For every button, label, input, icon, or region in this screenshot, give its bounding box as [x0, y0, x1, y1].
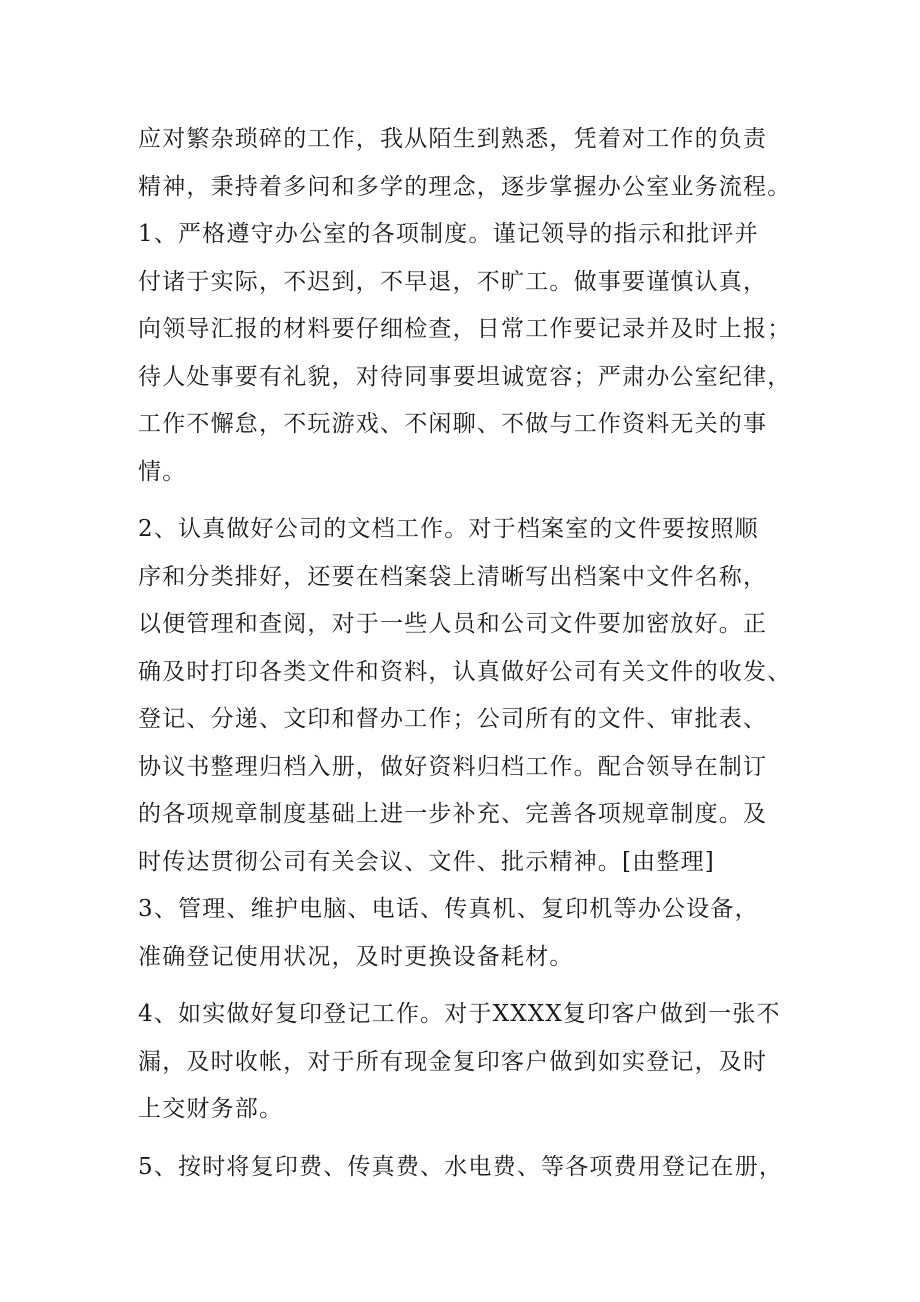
text-line: 3、管理、维护电脑、电话、传真机、复印机等办公设备， — [138, 896, 759, 922]
document-body — [138, 116, 794, 1191]
text-line: 准确登记使用状况，及时更换设备耗材。 — [138, 943, 574, 970]
text-line: 时传达贯彻公司有关会议、文件、批示精神。[由整理] — [138, 848, 715, 875]
paragraph-gap — [138, 1134, 794, 1144]
text-line: 协议书整理归档入册，做好资料归档工作。配合领导在制订 — [138, 753, 768, 780]
text-line: 漏，及时收帐，对于所有现金复印客户做到如实登记，及时 — [138, 1048, 768, 1075]
paragraph-gap — [138, 496, 794, 506]
text-line: 2、认真做好公司的文档工作。对于档案室的文件要按照顺 — [138, 516, 759, 542]
text-line: 精神，秉持着多问和多学的理念，逐步掌握办公室业务流程。 — [138, 173, 792, 200]
text-line: 5、按时将复印费、传真费、水电费、等各项费用登记在册， — [138, 1153, 784, 1180]
text-line: 登记、分递、文印和督办工作；公司所有的文件、审批表、 — [138, 706, 768, 732]
text-line: 向领导汇报的材料要仔细检查，日常工作要记录并及时上报； — [138, 316, 792, 342]
text-line: 序和分类排好，还要在档案袋上清晰写出档案中文件名称， — [138, 563, 768, 590]
text-line: 上交财务部。 — [138, 1096, 284, 1122]
text-line: 的各项规章制度基础上进一步补充、完善各项规章制度。及 — [138, 801, 768, 827]
text-line: 付诸于实际，不迟到，不早退，不旷工。做事要谨慎认真， — [138, 268, 768, 295]
text-line: 确及时打印各类文件和资料，认真做好公司有关文件的收发、 — [138, 658, 792, 685]
text-line: 4、如实做好复印登记工作。对于XXXX复印客户做到一张不 — [138, 1001, 781, 1027]
text-line: 情。 — [138, 458, 187, 485]
text-line: 工作不懈怠，不玩游戏、不闲聊、不做与工作资料无关的事 — [138, 411, 768, 437]
text-line: 以便管理和查阅，对于一些人员和公司文件要加密放好。正 — [138, 611, 768, 637]
text-line: 待人处事要有礼貌，对待同事要坦诚宽容；严肃办公室纪律， — [138, 363, 792, 390]
paragraph-gap — [138, 981, 794, 991]
text-line: 应对繁杂琐碎的工作，我从陌生到熟悉，凭着对工作的负责 — [138, 126, 768, 152]
text-line: 1、严格遵守办公室的各项制度。谨记领导的指示和批评并 — [138, 221, 759, 247]
